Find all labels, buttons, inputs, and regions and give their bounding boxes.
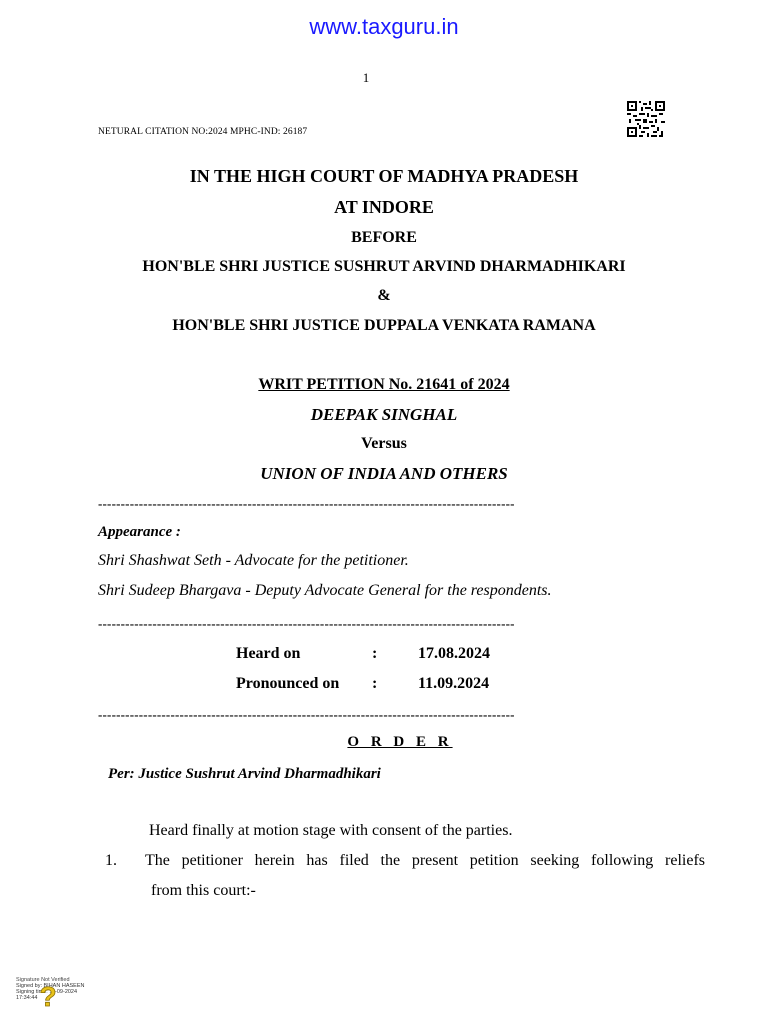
colon: : (372, 645, 378, 662)
neutral-citation: NETURAL CITATION NO:2024 MPHC-IND: 26187 (98, 127, 308, 137)
signed-by: Signed by: BIHAN HASEEN (16, 983, 85, 989)
judge-2: HON'BLE SHRI JUSTICE DUPPALA VENKATA RAMANA (172, 317, 596, 334)
judge-1: HON'BLE SHRI JUSTICE SUSHRUT ARVIND DHARMADHIKARI (142, 258, 626, 275)
ampersand: & (377, 287, 391, 304)
site-url[interactable]: www.taxguru.in (309, 14, 459, 39)
case-title: WRIT PETITION No. 21641 of 2024 (258, 376, 510, 393)
pronounced-on-row (236, 675, 489, 693)
court-bench: AT INDORE (334, 197, 434, 217)
respondent-name: UNION OF INDIA AND OTHERS (260, 464, 508, 483)
heard-on-date: 17.08.2024 (418, 645, 490, 662)
paragraph-1-line-1: The petitioner herein has filed the present petition seeking following reliefs (145, 852, 705, 869)
paragraph-number: 1. (105, 852, 117, 869)
signature-status: Signature Not Verified (16, 977, 70, 983)
per-judge: Per: Justice Sushrut Arvind Dharmadhikari (108, 766, 381, 782)
order-heading: O R D E R (347, 734, 453, 750)
heard-on-label: Heard on (236, 645, 301, 662)
petitioner-name: DEEPAK SINGHAL (310, 405, 458, 424)
qr-code-icon (627, 101, 665, 137)
colon: : (372, 675, 378, 692)
page-number: 1 (362, 70, 370, 85)
respondent-counsel: Shri Sudeep Bhargava - Deputy Advocate General for the respondents. (98, 582, 552, 599)
intro-paragraph: Heard finally at motion stage with consent of the parties. (149, 822, 513, 839)
pronounced-on-label: Pronounced on (236, 675, 340, 692)
svg-text:?: ? (39, 982, 57, 1012)
separator-line: -------------------------------------------------------------------------------------------- (98, 496, 515, 511)
court-name: IN THE HIGH COURT OF MADHYA PRADESH (189, 166, 579, 186)
pronounced-on-date: 11.09.2024 (418, 675, 490, 692)
versus-label: Versus (361, 435, 407, 452)
petitioner-counsel: Shri Shashwat Seth - Advocate for the petitioner. (98, 552, 409, 569)
appearance-heading: Appearance : (98, 524, 181, 540)
heard-on-row (236, 645, 490, 663)
question-mark-icon (38, 982, 58, 1012)
signing-time: Signing time: 11-09-2024 (16, 989, 78, 995)
separator-line: -------------------------------------------------------------------------------------------- (98, 616, 515, 631)
separator-line: -------------------------------------------------------------------------------------------- (98, 707, 515, 722)
paragraph-1-line-2: from this court:- (151, 882, 256, 899)
before-heading: BEFORE (351, 229, 417, 246)
signing-clock: 17:34:44 (16, 995, 38, 1001)
